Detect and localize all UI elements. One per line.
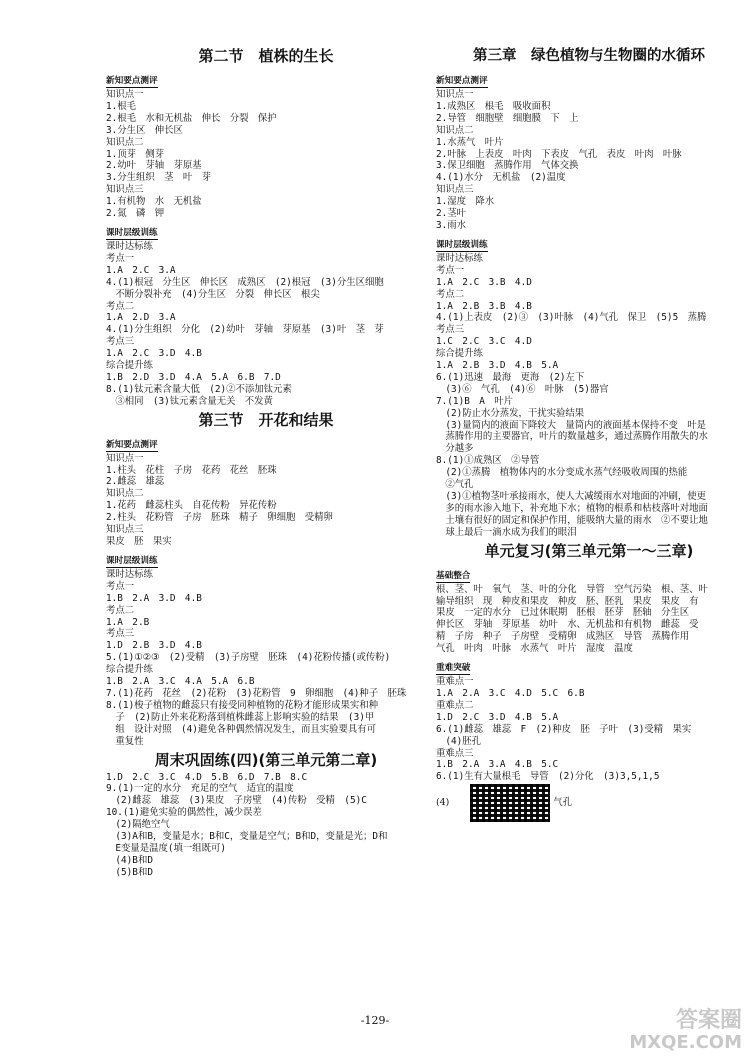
training-heading: 课时层级训练 (106, 227, 158, 238)
unit-basics-answers: 根、茎、叶 氧气 茎、叶的分化 导管 空气污染 根、茎、叶 输导组织 现 种皮和果皮 种皮 胚、胚乳 果皮 果皮 有 果皮 一定的水分 已过休眠期 胚根 胚芽 胚轴 分生区 伸长区 芽轴 芽原基 幼叶 水、无机盐和有机物 雌蕊 受 精 子房 种子 子房壁 受精卵 成熟区 导管 蒸腾作用 气孔 叶肉 叶脉 水蒸气 叶片 湿度 温度 (436, 583, 708, 655)
basics-heading: 基础整合 (436, 570, 471, 581)
section3-knowledge-answers: 知识点一 1.柱头 花柱 子房 花药 花丝 胚珠 2.雌蕊 雄蕊 知识点二 1.花药 雌蕊柱头 自花传粉 异花传粉 2.柱头 花粉管 子房 胚珠 精子 卵细胞 受精卵 知识点三 果皮 胚 果实 (106, 452, 333, 547)
review-heading: 新知要点测评 (106, 439, 158, 450)
qr-code-icon (470, 784, 550, 822)
unit-key-points-answers: 重难点一 1.A 2.A 3.C 4.D 5.C 6.B 重难点二 1.D 2.C 3.D 4.B 5.A 6.(1)雌蕊 雄蕊 F (2)种皮 胚 子叶 (3)受精 果实 (4)胚孔 重难点三 1.B 2.A 3.A 4.B 5.C 6.(1)生有大量根毛 导管 (2)分化 (3)3,5,1,5 (436, 676, 692, 783)
section2-exercise-answers: 课时达标练 考点一 1.A 2.C 3.A 4.(1)根冠 分生区 伸长区 成熟区 (2)根冠 (3)分生区细胞 不断分裂补充 (4)分生区 分裂 伸长区 根尖 考点二 1.A 2.D 3.A 4.(1)分生组织 分化 (2)幼叶 芽轴 芽原基 (3)叶 茎 芽 考点三 1.A 2.C 3.D 4.B 综合提升练 1.B 2.D 3.D 4.A 5.A 6.B 7.D 8.(1)钛元素含量大低 (2)②不添加钛元素 ③相同 (3)钛元素含量无关 不发黄 (106, 240, 384, 407)
left-column (106, 44, 426, 879)
chapter3-exercise-answers: 课时达标练 考点一 1.A 2.C 3.B 4.D 考点二 1.A 2.B 3.B 4.B 4.(1)上表皮 (2)③ (3)叶脉 (4)气孔 保卫 (5)5 蒸腾 考点三 1.C 2.C 3.C 4.D 综合提升练 1.A 2.B 3.D 4.B 5.A 6.(1)迅速 最海 更海 (2)左下 (3)⑥ 气孔 (4)⑥ 叶脉 (5)器官 7.(1)B A 叶片 (2)防止水分蒸发，干扰实验结果 (3)量筒内的液面下降较大 量筒内的液面基本保持不变 叶是 蒸腾作用的主要器官，叶片的数量越多，通过蒸腾作用散失的水 分越多 8.(1)①成熟区 ②导管 (2)①蒸腾 植物体内的水分变成水蒸气经吸收周围的热能 ②气孔 (3)①植物茎叶承接雨水，使人大减缓雨水对地面的冲刷，使更 多的雨水渗入地下，补充地下水；植物的根系和枯枝落叶对地面 土壤有很好的固定和保护作用，能吸纳大量的雨水 ②不要让地 球上最后一滴水成为我们的眼泪 (436, 252, 708, 538)
review-heading: 新知要点测评 (436, 76, 488, 86)
section3-exercise-answers: 课时达标练 考点一 1.B 2.A 3.D 4.B 考点二 1.A 2.B 考点三 1.D 2.B 3.D 4.B 5.(1)①②③ (2)受精 (3)子房壁 胚珠 (4)花粉传播(或传粉) 综合提升练 1.B 2.A 3.C 4.A 5.A 6.B 7.(1)花药 花丝 (2)花粉 (3)花粉管 9 卵细胞 (4)种子 胚珠 8.(1)梭子植物的雌蕊只有接受同种植物的花粉才能形成果实和种 子 (2)防止外来花粉落到植株雌蕊上影响实验的结果 (3)甲 组 设计对照 (4)避免各种偶然情况发生，而且实验要具有可 重复性 (106, 568, 407, 747)
section-title-3: 第三节 开花和结果 (198, 410, 334, 429)
chapter-title-3: 第三章 绿色植物与生物圈的水循环 (473, 48, 705, 64)
training-heading: 课时层级训练 (436, 239, 488, 250)
weekend-practice-title: 周末巩固练(四)(第三单元第二章) (154, 750, 378, 769)
watermark-text: 答案圈 (675, 1008, 742, 1033)
qr-answer-row (436, 783, 742, 823)
section2-knowledge-answers: 知识点一 1.根毛 2.根毛 水和无机盐 伸长 分裂 保护 3.分生区 伸长区 知识点二 1.顶芽 侧芽 2.幼叶 芽轴 芽原基 3.分生组织 茎 叶 芽 知识点三 1.有机物 水 无机盐 2.氮 磷 钾 (106, 89, 277, 220)
watermark-logo (602, 1010, 742, 1056)
watermark-url: MXQE.COM (629, 1032, 742, 1053)
right-column (436, 44, 742, 823)
qr-answer-label: 气孔 (553, 797, 573, 809)
weekend-practice-answers: 1.D 2.C 3.C 4.D 5.B 6.D 7.B 8.C 9.(1)一定的水分 充足的空气 适宜的温度 (2)雌蕊 雄蕊 (3)果皮 子房壁 (4)传粉 受精 (5)C 10.(1)避免实验的偶然性，减少误差 (2)隔绝空气 (3)A和B，变量是水；B和C，变量是空气；B和D，变量是光；D和 E变量是温度(填一组既可) (4)B和D (5)B和D (106, 771, 388, 878)
training-heading: 课时层级训练 (106, 555, 158, 566)
key-points-heading: 重难突破 (436, 663, 471, 674)
chapter3-knowledge-answers: 知识点一 1.成熟区 根毛 吸收面积 2.导管 细胞壁 细胞膜 下 上 知识点二 1.水蒸气 叶片 2.叶脉 上表皮 叶肉 下表皮 气孔 表皮 叶肉 叶脉 3.保卫细胞 蒸腾作用 气体交换 4.(1)水分 无机盐 (2)温度 知识点三 1.湿度 降水 2.茎叶 3.雨水 (436, 89, 682, 231)
question-label: (4) (436, 797, 450, 809)
page-number: -129- (360, 1014, 390, 1027)
section-title-2: 第二节 植株的生长 (198, 47, 334, 65)
review-heading: 新知要点测评 (106, 76, 158, 86)
unit-review-title: 单元复习(第三单元第一～三章) (484, 541, 694, 560)
